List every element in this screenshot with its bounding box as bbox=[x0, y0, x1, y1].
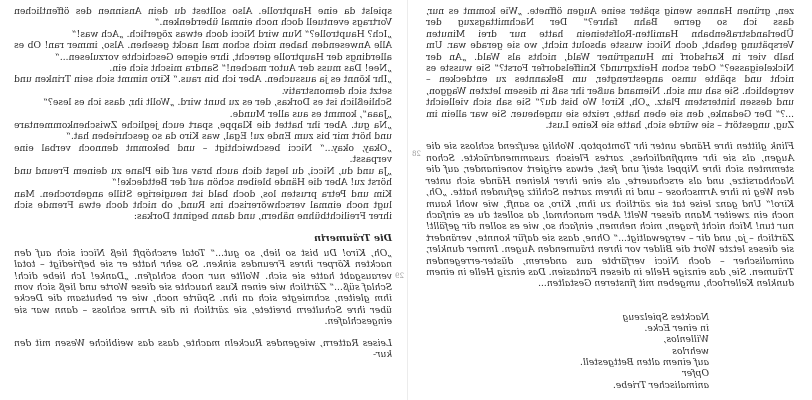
right-page-column bbox=[14, 6, 392, 360]
right-paragraph-11: Kim und Petra prusten los, doch bald ist neugierige Stille angebrochen. Man lugt noch einmal verschwörerisch ins Rund, ob nicht doch etwa Fremde sich ihrer Freilichtbühne nähern, und dann beginnt Dorkas: bbox=[14, 188, 392, 223]
right-paragraph-10: „Ja und du, Nicci, du legst dich auch brav auf die Plane zu deinem Freund und hörst zu! Aber die Hände bleiben schön auf der Bettdecke!“ bbox=[14, 165, 392, 189]
page-number-left: 28 bbox=[412, 150, 421, 158]
right-paragraph-7: „Jaaa“, kommt es aus aller Munde. bbox=[229, 108, 392, 120]
poem-line: Willenlos, bbox=[663, 334, 709, 346]
left-paragraph-2: Flink glitten ihre Hände unter ihr Tomtoptop. Wohlig seufzend schloss sie die Augen, als sie ihr empfindliches, zartes Fleisch zusammendrückte. Schon stemmten sich ihre Nippel steif und fest, etwas erigiert voneinander, auf die Nachbarsitze, und als erschauerte, als eine ihrer kleinen Hände sich unter den Weg in ihre Armschose – und in ihrem zarten Schlitz gefunden hatte. „Oh, Kiro!“ Und ganz leise tat sie zärtlich zu ihm, Kiro, so sanft, wie wohl kaum noch ein zweiter Mann dieser Welt! Aber manchmal, da sollest du es einfach nur tun! Mich nicht fragen, mich nehmen, einfach so, wie es sollen dir gefällt! Zärtlich – ja, und dir – vergewaltigt...“ Ohne, dass sie dafür konnte, verändert sie dieses letzte Wort die Bilder vor ihren träumenden Augen. Immer dunkler, animalischer – doch Nicci verfärbte aus anderem, düster-erregenden Träumen. Sie, das einzige Helle in diesen Fantasien. Das einzig Helle in einem dunklen Kellerloch, umgeben mit finsteren Gestalten... bbox=[426, 141, 794, 290]
page-number-right: 29 bbox=[395, 272, 404, 280]
right-paragraph-8: „Na gut. Aber ihr hattet die Klappe, spart euch jegliche Zwischenkommentare und hört mir bis zum Ende zu! Egal, was Kiro da so geschrieben hat.“ bbox=[14, 120, 392, 143]
right-paragraph-4: „Nee! Das muss der Autor machen!“ Sandra mischt sich ein. bbox=[109, 63, 392, 75]
poem-line: Nacktes Spielzeug bbox=[622, 311, 709, 323]
right-paragraph-3: Alle Anwesenden haben mich schon mal nackt gesehen. Also, immer ran! Ob es allerdings der Hauptrolle gerecht, ihre eigene Geschichte vorzulesen...“ bbox=[14, 40, 392, 63]
right-paragraph-9: „Okay, okay...“ Nicci beschwichtigt – und bekommt dennoch verbal eine verpasst. bbox=[14, 142, 392, 166]
poem-line: in einer Ecke. bbox=[644, 323, 709, 335]
right-paragraph-2: „Ich? Hauptrolle?“ Nun wird Nicci doch etwas zögerlich. „Ach was!“ bbox=[71, 28, 392, 40]
poem-line: animalischer Triebe. bbox=[612, 379, 709, 391]
left-page bbox=[407, 0, 812, 400]
poem-line: wehrlos bbox=[672, 345, 709, 357]
right-paragraph-1: spielst da eine Hauptrolle. Also solltest du dein Ansinnen des öffentlichen Vortrags eventuell doch noch einmal überdenken.“ bbox=[14, 6, 392, 29]
poem-line: auf einem alten Bettgestell. bbox=[580, 356, 709, 368]
section-title: Die Träumerin bbox=[313, 232, 392, 244]
left-paragraph-1: zen, grünen Hannes wenig später seine Augen öffnete. „Wie kommt es nur, dass ich so gerne Bahn fahre?“ Der Nachmittagszug der Überlandstraßenbahn Hamilten-Rolfsteinein hatte nur drei Minuten Verspätung gehabt, doch Nicci wusste absolut nicht, wo sie gerade war. Um halb vier in Karlsdorf im Hunsgrüner Wald, nichts als Wald. „An der Nickeleigasse?“ Oder schon Heitzgrund? Kniffelsdorfer Forst?“ Sie wusste es nicht und spähte umso angestrengter, um Bekanntes zu entdecken – vergeblich. Sie sah um sich. Niemand außer ihr saß in diesem letzten Waggon, und dessen hinterstem Platz. „Oh, Kiro! Wo bist du?“ Sie sah sich vielleicht ...?“ Der Gedanke, den sie eben hatte, reizte sie ungeheuer. Sie war allein im Zug, ungestört – sie würde sich, hatte sie Keine Lust. bbox=[426, 6, 794, 132]
right-paragraph-6: Schließlich ist es Dorkas, der es zu bunt wird. „Wollt ihr, dass ich es lese?“ bbox=[43, 97, 392, 109]
poem-stanza bbox=[426, 312, 709, 391]
right-paragraph-12: „Oh, Kiro! Du bist so lieb, so gut...“ Total erschöpft ließ Nicci sich auf den nackten Körper ihres Freundes sinken. So sehr hatte er sie befriedigt – total verausgabt hatte sie sich. Wollte nur noch schlafen. „Danke! Ich liebe dich! Schlaf süß...“ Zärtlich wie einen Kuss hauchte sie diese Worte und ließ sich vom ihm gleiten, schmiegte sich an ihn. Spürte noch, wie er behutsam die Decke über ihre Schultern breitete, sie zärtlich in die Arme schloss – dann war sie eingeschlafen. bbox=[14, 247, 392, 328]
right-paragraph-13: Leises Rattern, wiegendes Ruckeln machte, dass das weibliche Wesen mit den kur- bbox=[14, 337, 392, 360]
left-page-column bbox=[426, 6, 794, 391]
poem-line: Opfer bbox=[682, 368, 709, 380]
right-paragraph-5: „Ihr könnt es ja aussuchen. Aber ich bin raus.“ Kiro nimmt sich sein Trinken und setzt sich demonstrativ. bbox=[14, 74, 392, 97]
